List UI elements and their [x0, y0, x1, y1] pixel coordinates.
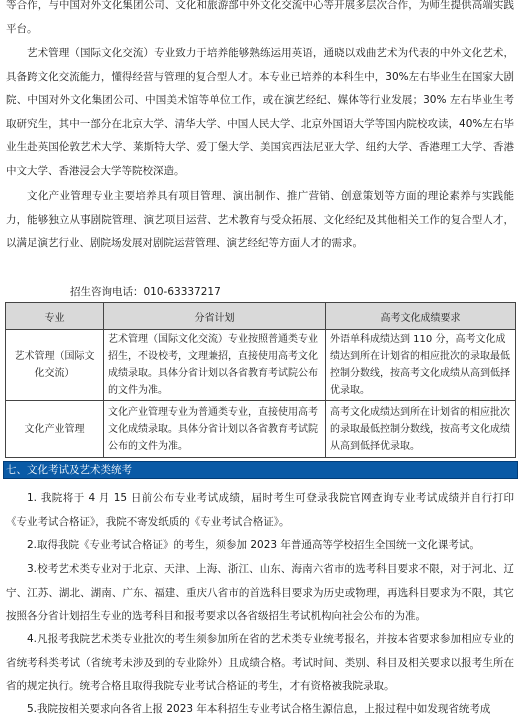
table-row — [6, 330, 516, 401]
list-item: 2.取得我院《专业考试合格证》的考生，须参加 2023 年普通高等学校招生全国统一文化课考试。 — [27, 539, 480, 551]
cell-requirement: 外语单科成绩达到 110 分，高考文化成绩达到所在计划省的相应批次的录取最低控制分数线，按高考文化成绩从高到低择优录取。 — [326, 330, 516, 401]
cultural-industry-paragraph: 文化产业管理专业主要培养具有项目管理、演出制作、推广营销、创意策划等方面的理论素养与实践能力，能够独立从事剧院管理、演艺项目运营、艺术教育与受众拓展、文化经纪及其他相关工作的复合型人才，以满足演艺行业、剧院场发展对剧院运营管理、演艺经纪等方面人才的需求。 — [6, 190, 514, 249]
list-item: 5.我院按相关要求向各省上报 2023 年本科招生专业考试合格生源信息，上报过程中如发现省统考成 — [27, 703, 491, 715]
table-row — [6, 401, 516, 458]
section-heading-bar: 七、文化考试及艺术类统考 — [3, 461, 518, 479]
cell-major: 艺术管理（国际文化交流） — [6, 330, 104, 401]
cell-plan: 文化产业管理专业为普通类专业，直接使用高考文化成绩录取。具体分省计划以各省教育考试院公布的文件为准。 — [104, 401, 326, 458]
header-requirement: 高考文化成绩要求 — [326, 303, 516, 330]
consult-phone-line: 招生咨询电话：010-63337217 — [70, 286, 221, 298]
table-header-row — [6, 303, 516, 330]
list-item: 4.凡报考我院艺术类专业批次的考生须参加所在省的艺术类专业统考报名，并按本省要求参加相应专业的省统考科类考试（省统考未涉及到的专业除外）且成绩合格。考试时间、类别、科目及相关要求以报考生所在省的规定执行。统考合格且取得我院专业考试合格证的考生，才有资格被我院录取。 — [6, 633, 514, 692]
cell-plan: 艺术管理（国际文化交流）专业按照普通类专业招生，不设校考，文理兼招，直接使用高考文化成绩录取。具体分省计划以各省教育考试院公布的文件为准。 — [104, 330, 326, 401]
header-major: 专业 — [6, 303, 104, 330]
list-item: 3.校考艺术类专业对于北京、天津、上海、浙江、山东、海南六省市的选考科目要求不限，对于河北、辽宁、江苏、湖北、湖南、广东、福建、重庆八省市的首选科目要求为历史或物理，再选科目要求为不限，其它按照各分省计划招生专业的选考科目和报考要求以各省级招生考试机构向社会公布的为准。 — [6, 563, 514, 622]
list-item: 1. 我院将于 4 月 15 日前公布专业考试成绩，届时考生可登录我院官网查询专业考试成绩并自行打印《专业考试合格证》，我院不寄发纸质的《专业考试合格证》。 — [6, 492, 514, 528]
cell-major: 文化产业管理 — [6, 401, 104, 458]
intro-tail-paragraph: 等合作，与中国对外文化集团公司、文化和旅游部中外文化交流中心等开展多层次合作，为师生提供高端实践平台。 — [6, 0, 514, 35]
cell-requirement: 高考文化成绩达到所在计划省的相应批次的录取最低控制分数线，按高考文化成绩从高到低择优录取。 — [326, 401, 516, 458]
arts-management-paragraph: 艺术管理（国际文化交流）专业致力于培养能够熟练运用英语，通晓以戏曲艺术为代表的中外文化艺术，具备跨文化交流能力，懂得经营与管理的复合型人才。本专业已培养的本科生中，30%左右毕业生在国家大剧院、中国对外文化集团公司、中国美术馆等单位工作，或在演艺经纪、媒体等行业发展；30% 左右毕业生考取研究生，其中一部分在北京大学、清华大学、中国人民大学、北京外国语大学等国内院校攻读，40%左右毕业生赴英国伦敦艺术大学、莱斯特大学、爱丁堡大学、美国宾西法尼亚大学、纽约大学、香港理工大学、香港中文大学、香港浸会大学等院校深造。 — [6, 47, 514, 177]
header-plan: 分省计划 — [104, 303, 326, 330]
majors-table — [5, 302, 516, 458]
